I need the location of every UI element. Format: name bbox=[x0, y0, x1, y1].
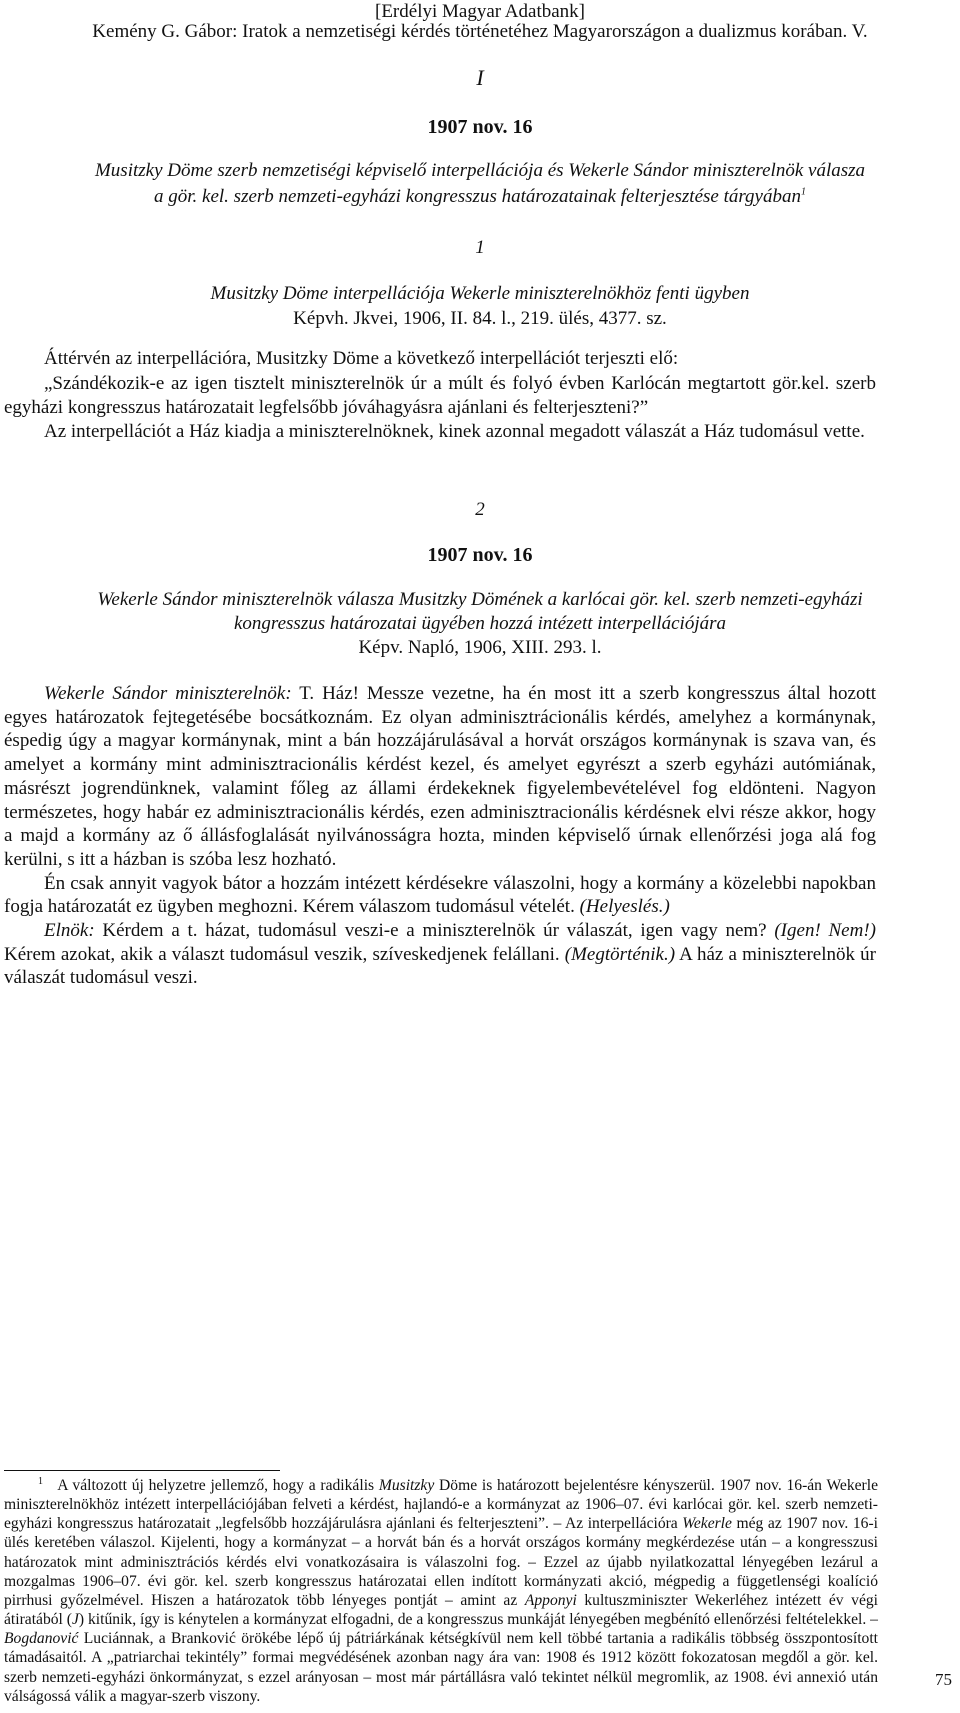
speech-text-2: Én csak annyit vagyok bátor a hozzám intézett kérdésekre válaszolni, hogy a kormány a közelebbi napokban fogja határozatát ez ügyben meghozni. Kérem válaszom tudomásul vételét. bbox=[4, 872, 876, 918]
footnote-part-1: A változott új helyzetre jellemző, hogy a radikális bbox=[57, 1477, 379, 1494]
doc1-source: Képvh. Jkvei, 1906, II. 84. l., 219. ülés, 4377. sz. bbox=[293, 308, 667, 329]
footnote-part-2: Döme is határozott bejelentésre kényszerül. 1907 nov. 16-án Wekerle miniszterelnökhöz intézett interpellációjában felveti a kérdést, hajlandó-e a kormányzat az 1906–07. évi karlócai gör. kel. szerb nemzeti-egyházi kongresszus határozatait „legfelsőbb hozzájárulásra ajánlani és felterjeszteni”. – Az interpellációra bbox=[4, 1477, 878, 1533]
speaker-elnok: Elnök: bbox=[44, 920, 95, 942]
doc1-title: Musitzky Döme interpellációja Wekerle miniszterelnökhöz fenti ügyben bbox=[210, 283, 750, 304]
doc1-number: 1 bbox=[475, 237, 485, 258]
doc1-question bbox=[4, 372, 876, 419]
footnote-mark: 1 bbox=[800, 186, 806, 198]
footnote-part-6: Luciánnak, a Branković örökébe lépő új pátriárkának kétségkívül nem kell többé tartania a radikális többség összpontosított támadásaitól. A „patriarchai tekintély” formai megvédésének azonban nagy ára van: 1908 és 1912 között fokozatosan megdől a gör. kel. szerb nemzeti-egyházi önkormányzat, s ezzel arányosan – most már pártállásra való tekintet nélkül megromlik, az 1908. évi annexió után válságossá válik a magyar-szerb viszony. bbox=[4, 1630, 878, 1705]
footnote-name-musitzky: Musitzky bbox=[378, 1477, 435, 1494]
speech-text-4: Kérem azokat, akik a választ tudomásul veszik, szíveskedjenek felállani. bbox=[4, 943, 560, 965]
speech-text-3: Kérdem a t. házat, tudomásul veszi-e a miniszterelnök úr válaszát, igen vagy nem? bbox=[94, 920, 767, 942]
reaction-happens: (Megtörténik.) bbox=[564, 943, 676, 965]
section-number: I bbox=[476, 65, 484, 90]
speech-paragraph-1 bbox=[4, 682, 876, 872]
reaction-yes-no: (Igen! Nem!) bbox=[774, 920, 876, 942]
reaction-approval: (Helyeslés.) bbox=[579, 896, 670, 918]
section-title-line1: Musitzky Döme szerb nemzetiségi képviselő interpellációja és Wekerle Sándor miniszterelnök válasza bbox=[94, 160, 866, 181]
section-title-line2 bbox=[0, 185, 960, 208]
footnote-ref-j: J bbox=[71, 1611, 79, 1629]
question-text: „Szándékozik-e az igen tisztelt miniszterelnök úr a múlt és folyó évben Karlócán megtartott gör.kel. szerb egyházi kongresszus határozatait legfelsőbb jóváhagyásra ajánlani és felterjeszteni?” bbox=[4, 373, 876, 418]
footnote-text bbox=[4, 1476, 878, 1706]
doc2-title-line2: kongresszus határozatai ügyében hozzá intézett interpellációjára bbox=[233, 613, 727, 634]
speech-paragraph-3 bbox=[4, 919, 876, 990]
doc2-source: Képv. Napló, 1906, XIII. 293. l. bbox=[358, 637, 602, 658]
doc1-outcome bbox=[44, 420, 878, 444]
book-header: Kemény G. Gábor: Iratok a nemzetiségi kérdés történetéhez Magyarországon a dualizmus korában. V. bbox=[92, 21, 868, 42]
footnote-name-wekerle: Wekerle bbox=[682, 1515, 732, 1533]
outcome-text: Az interpellációt a Ház kiadja a miniszterelnöknek, kinek azonnal megadott válaszát a Ház tudomásul vette. bbox=[44, 421, 865, 442]
footnote-part-4: kultuszminiszter Wekerléhez intézett év végi átiratából ( bbox=[4, 1591, 878, 1629]
footnote-divider bbox=[4, 1470, 280, 1471]
footnote-name-apponyi: Apponyi bbox=[524, 1591, 577, 1609]
speech-text-1: T. Ház! Messze vezetne, ha én most itt a szerb kongresszus által hozott egyes határozatok fejtegetésébe bocsátkoznám. Ez olyan adminisztrácionális kérdés, amelyhez a kormánynak, éspedig úgy a magyar kormánynak, mint a bán hozzájárulásával a horvát országos kormánynak is szava van, és amelyet a kormány mint adminisztracionális kérdést kezel, és amelyet egyrészt a szerb egyházi autómiának, másrészt jogrendünknek, valamint főleg az állami érdekeknek figyelembevételével fog eldönteni. Nagyon természetes, hogy habár ez adminisztracionális kérdés, ezen adminisztracionális kérdésnek elvi része akkor, hogy a majd a kormány az ő állásfoglalását nyilvánosságra hozta, minden képviselő úrnak ellenőrzési joga alá fog kerülni, s itt a házban is szóba lesz hozható. bbox=[4, 683, 876, 870]
footnote-name-bogdanovic: Bogdanović bbox=[4, 1630, 79, 1648]
source-header: [Erdélyi Magyar Adatbank] bbox=[375, 1, 585, 22]
footnote bbox=[4, 1476, 878, 1706]
speaker-wekerle: Wekerle Sándor miniszterelnök: bbox=[44, 683, 292, 704]
doc2-title-line1: Wekerle Sándor miniszterelnök válasza Musitzky Dömének a karlócai gör. kel. szerb nemzeti-egyházi bbox=[97, 589, 863, 610]
speech-paragraph-2 bbox=[4, 872, 876, 919]
doc2-number: 2 bbox=[475, 499, 485, 520]
doc2-body bbox=[4, 682, 876, 990]
page-number: 75 bbox=[935, 1670, 952, 1689]
speech-text-5: A ház a miniszterelnök úr válaszát tudomásul veszi. bbox=[4, 943, 876, 989]
doc1-intro: Áttérvén az interpellációra, Musitzky Döme a következő interpellációt terjeszti elő: bbox=[44, 348, 679, 369]
section-title-text: a gör. kel. szerb nemzeti-egyházi kongresszus határozatainak felterjesztése tárgyában bbox=[154, 186, 801, 207]
footnote-part-3: még az 1907 nov. 16-i ülés keretében válaszol. Kijelenti, hogy a kormányzat – a horvát bán és a horvát országos kormány megkérdezése után – a kongresszusi határozatok mint adminisztrációs kérdés elvi vonatkozásaira is válaszolni fog. – Ezzel az újabb nyilatkozattal lényegében lezárul a mozgalmas 1906–07. évi gör. kel. szerb kongresszus határozatai ellen indított kormányzati akció, mégpedig a függetlenségi koalíció pirrhusi győzelmével. Hiszen a határozatok több lényeges pontját – amint az bbox=[4, 1515, 878, 1609]
doc2-date: 1907 nov. 16 bbox=[427, 544, 533, 566]
footnote-number: 1 bbox=[38, 1475, 43, 1487]
section-date: 1907 nov. 16 bbox=[427, 116, 533, 138]
footnote-part-5: ) kitűnik, így is kénytelen a kormányzat elfogadni, de a kongresszus munkáját lényegében megbénító ellenőrzési feltételekkel. – bbox=[78, 1611, 878, 1629]
